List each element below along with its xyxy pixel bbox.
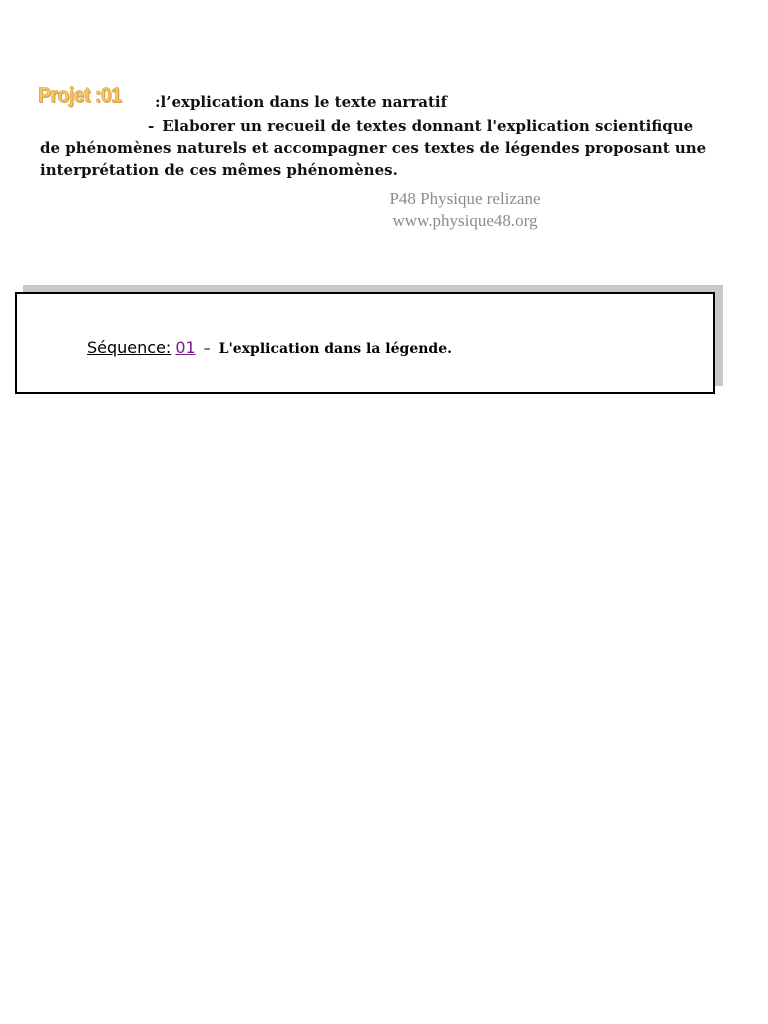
source-name: P48 Physique relizane <box>389 189 541 208</box>
description-line1-text: Elaborer un recueil de textes donnant l'explication scientifique <box>162 117 694 135</box>
description-dash: - <box>148 117 155 135</box>
sequence-label: Séquence: <box>87 338 172 357</box>
sequence-box <box>15 292 715 394</box>
source-url: www.physique48.org <box>392 211 538 230</box>
project-description <box>40 115 730 181</box>
sequence-title: L'explication dans la légende. <box>218 341 452 357</box>
description-first-line <box>40 115 730 137</box>
sequence-separator: – <box>203 341 211 357</box>
project-subtitle: :l’explication dans le texte narratif <box>155 93 448 111</box>
sequence-number: 01 <box>175 338 196 357</box>
description-rest-text: de phénomènes naturels et accompagner ces textes de légendes proposant une interprétation de ces mêmes phénomènes. <box>40 139 707 179</box>
project-badge: Projet :01 <box>38 84 122 107</box>
source-credit <box>340 188 590 232</box>
sequence-heading <box>87 338 452 357</box>
